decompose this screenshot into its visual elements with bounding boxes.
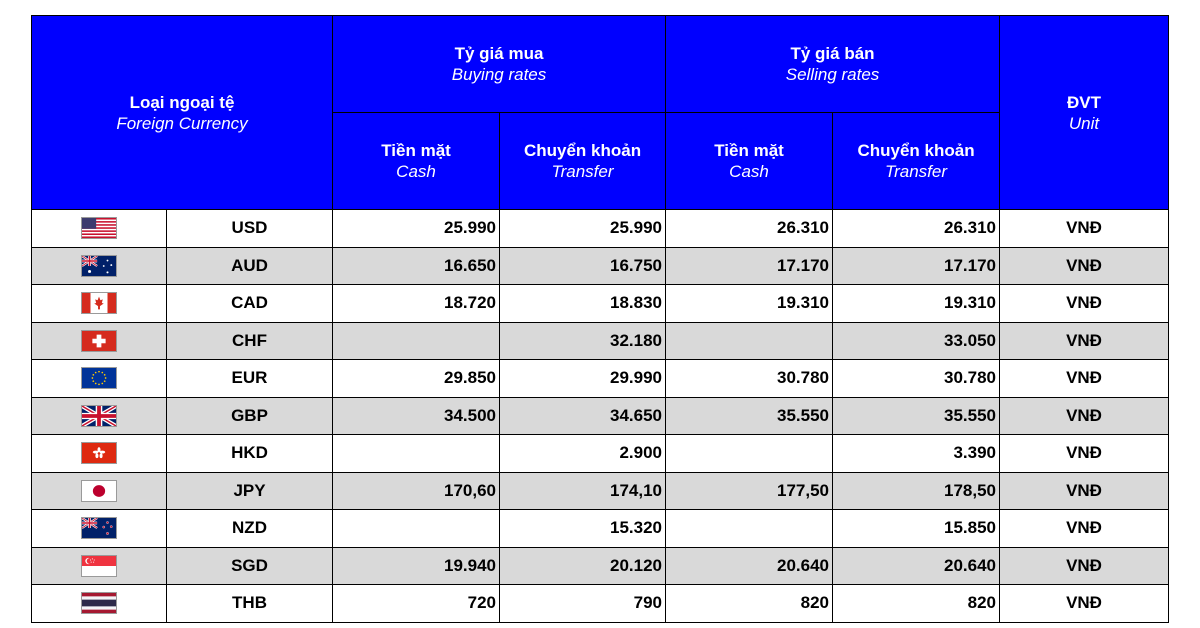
header-cash-vi: Tiền mặt [381,141,451,160]
buy-transfer-value: 790 [500,585,666,623]
buy-transfer-value: 32.180 [500,322,666,360]
buy-cash-value: 29.850 [333,360,500,398]
eu-flag-icon [81,367,117,389]
flag-cell [32,585,167,623]
sell-cash-value: 820 [666,585,833,623]
buy-cash-value: 720 [333,585,500,623]
header-transfer-vi: Chuyển khoản [523,141,642,160]
header-selling-en: Selling rates [785,65,880,84]
exchange-rate-table [31,15,1169,623]
buy-cash-value: 34.500 [333,397,500,435]
header-unit-vi: ĐVT [1067,92,1102,112]
table-row [32,510,1169,548]
flag-cell [32,510,167,548]
unit-value: VNĐ [1000,397,1169,435]
header-currency-en: Foreign Currency [116,113,248,133]
currency-code: GBP [167,397,333,435]
header-currency-vi: Loại ngoại tệ [129,92,235,112]
currency-code: CHF [167,322,333,360]
unit-value: VNĐ [1000,285,1169,323]
sell-transfer-value: 30.780 [833,360,1000,398]
header-buying-en: Buying rates [451,65,547,84]
buy-transfer-value: 18.830 [500,285,666,323]
sell-transfer-value: 178,50 [833,472,1000,510]
header-transfer-en: Transfer [884,162,948,181]
flag-cell [32,360,167,398]
flag-cell [32,247,167,285]
header-buy-cash [333,113,500,210]
unit-value: VNĐ [1000,360,1169,398]
buy-cash-value: 18.720 [333,285,500,323]
flag-cell [32,547,167,585]
flag-cell [32,397,167,435]
header-unit [1000,16,1169,210]
currency-code: SGD [167,547,333,585]
table-row [32,547,1169,585]
sell-transfer-value: 26.310 [833,210,1000,248]
header-sell-cash [666,113,833,210]
unit-value: VNĐ [1000,247,1169,285]
unit-value: VNĐ [1000,472,1169,510]
header-cash-en: Cash [396,162,436,181]
sell-cash-value: 35.550 [666,397,833,435]
header-selling-rates [666,16,1000,113]
header-cash-vi: Tiền mặt [714,141,784,160]
flag-cell [32,472,167,510]
table-row [32,435,1169,473]
currency-code: EUR [167,360,333,398]
buy-cash-value [333,322,500,360]
sell-transfer-value: 3.390 [833,435,1000,473]
sell-cash-value: 17.170 [666,247,833,285]
sell-cash-value [666,435,833,473]
header-cash-en: Cash [729,162,769,181]
buy-transfer-value: 15.320 [500,510,666,548]
currency-code: CAD [167,285,333,323]
sell-cash-value: 177,50 [666,472,833,510]
sell-transfer-value: 15.850 [833,510,1000,548]
ch-flag-icon [81,330,117,352]
gb-flag-icon [81,405,117,427]
table-row [32,210,1169,248]
unit-value: VNĐ [1000,585,1169,623]
buy-transfer-value: 25.990 [500,210,666,248]
sell-cash-value: 19.310 [666,285,833,323]
buy-cash-value: 170,60 [333,472,500,510]
sell-transfer-value: 19.310 [833,285,1000,323]
buy-cash-value: 25.990 [333,210,500,248]
flag-cell [32,435,167,473]
th-flag-icon [81,592,117,614]
currency-code: USD [167,210,333,248]
header-buying-rates [333,16,666,113]
hk-flag-icon [81,442,117,464]
buy-transfer-value: 20.120 [500,547,666,585]
us-flag-icon [81,217,117,239]
nz-flag-icon [81,517,117,539]
table-row [32,472,1169,510]
sell-transfer-value: 35.550 [833,397,1000,435]
buy-transfer-value: 174,10 [500,472,666,510]
table-row [32,360,1169,398]
au-flag-icon [81,255,117,277]
sell-cash-value: 26.310 [666,210,833,248]
table-row [32,322,1169,360]
header-buy-transfer [500,113,666,210]
buy-transfer-value: 16.750 [500,247,666,285]
unit-value: VNĐ [1000,210,1169,248]
sell-transfer-value: 33.050 [833,322,1000,360]
currency-code: JPY [167,472,333,510]
unit-value: VNĐ [1000,322,1169,360]
ca-flag-icon [81,292,117,314]
currency-code: AUD [167,247,333,285]
header-sell-transfer [833,113,1000,210]
header-buying-vi: Tỷ giá mua [454,44,544,63]
sg-flag-icon [81,555,117,577]
header-transfer-vi: Chuyển khoản [857,141,975,160]
currency-code: HKD [167,435,333,473]
table-row [32,397,1169,435]
buy-cash-value [333,435,500,473]
currency-code: THB [167,585,333,623]
table-row [32,247,1169,285]
header-unit-en: Unit [1068,113,1100,133]
sell-transfer-value: 17.170 [833,247,1000,285]
currency-code: NZD [167,510,333,548]
buy-transfer-value: 2.900 [500,435,666,473]
table-row [32,585,1169,623]
buy-transfer-value: 29.990 [500,360,666,398]
header-foreign-currency [32,16,333,210]
buy-transfer-value: 34.650 [500,397,666,435]
sell-cash-value [666,322,833,360]
unit-value: VNĐ [1000,510,1169,548]
unit-value: VNĐ [1000,435,1169,473]
header-selling-vi: Tỷ giá bán [790,44,875,63]
header-transfer-en: Transfer [551,162,614,181]
jp-flag-icon [81,480,117,502]
sell-transfer-value: 820 [833,585,1000,623]
sell-cash-value [666,510,833,548]
buy-cash-value: 16.650 [333,247,500,285]
table-row [32,285,1169,323]
flag-cell [32,322,167,360]
sell-cash-value: 30.780 [666,360,833,398]
sell-transfer-value: 20.640 [833,547,1000,585]
sell-cash-value: 20.640 [666,547,833,585]
buy-cash-value: 19.940 [333,547,500,585]
buy-cash-value [333,510,500,548]
flag-cell [32,210,167,248]
flag-cell [32,285,167,323]
unit-value: VNĐ [1000,547,1169,585]
rates-body [32,210,1169,623]
